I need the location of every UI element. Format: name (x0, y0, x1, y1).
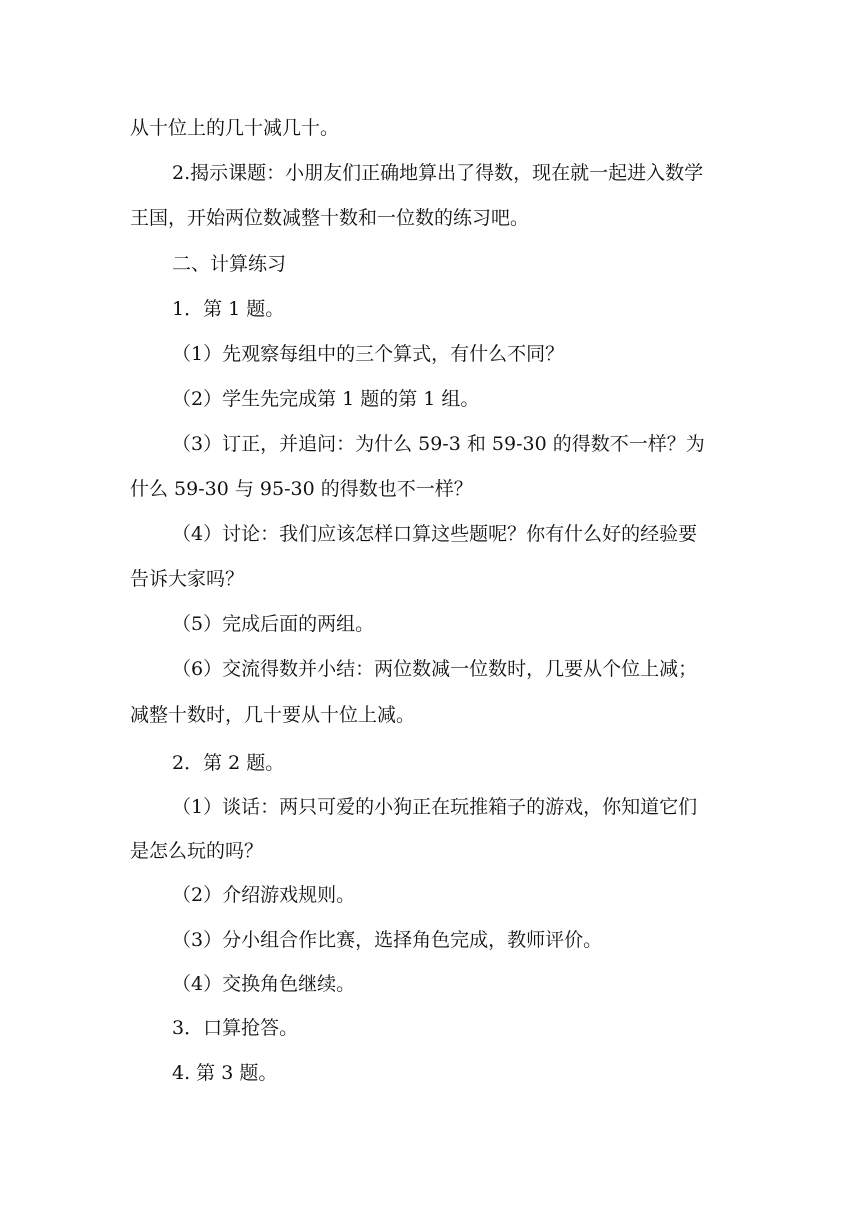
item-heading: 2．第 2 题。 (172, 752, 285, 774)
paragraph-line: （3）订正，并追问：为什么 59-3 和 59-30 的得数不一样？为 (172, 433, 705, 455)
paragraph-line: （2）学生先完成第 1 题的第 1 组。 (172, 388, 480, 410)
paragraph-line: （1）谈话：两只可爱的小狗正在玩推箱子的游戏，你知道它们 (172, 796, 698, 818)
paragraph-line: （6）交流得数并小结：两位数减一位数时，几要从个位上减； (172, 658, 698, 680)
paragraph-line: （2）介绍游戏规则。 (172, 884, 356, 906)
paragraph-line: 王国，开始两位数减整十数和一位数的练习吧。 (130, 207, 530, 229)
paragraph-line: 2.揭示课题：小朋友们正确地算出了得数，现在就一起进入数学 (172, 162, 704, 184)
item-heading: 4. 第 3 题。 (172, 1062, 278, 1084)
paragraph-line: （4）交换角色继续。 (172, 973, 356, 995)
paragraph-line: （5）完成后面的两组。 (172, 613, 375, 635)
item-heading: 1．第 1 题。 (172, 298, 285, 320)
paragraph-line: （3）分小组合作比赛，选择角色完成，教师评价。 (172, 929, 603, 951)
paragraph-line: 是怎么玩的吗？ (130, 840, 264, 862)
paragraph-line: 从十位上的几十减几十。 (130, 117, 340, 139)
paragraph-line: 减整十数时，几十要从十位上减。 (130, 704, 416, 726)
item-heading: 3．口算抢答。 (172, 1017, 299, 1039)
section-heading: 二、计算练习 (172, 253, 287, 275)
paragraph-line: （1）先观察每组中的三个算式，有什么不同？ (172, 343, 565, 365)
paragraph-line: 什么 59-30 与 95-30 的得数也不一样？ (130, 478, 473, 500)
paragraph-line: （4）讨论：我们应该怎样口算这些题呢？你有什么好的经验要 (172, 523, 698, 545)
paragraph-line: 告诉大家吗？ (130, 568, 245, 590)
